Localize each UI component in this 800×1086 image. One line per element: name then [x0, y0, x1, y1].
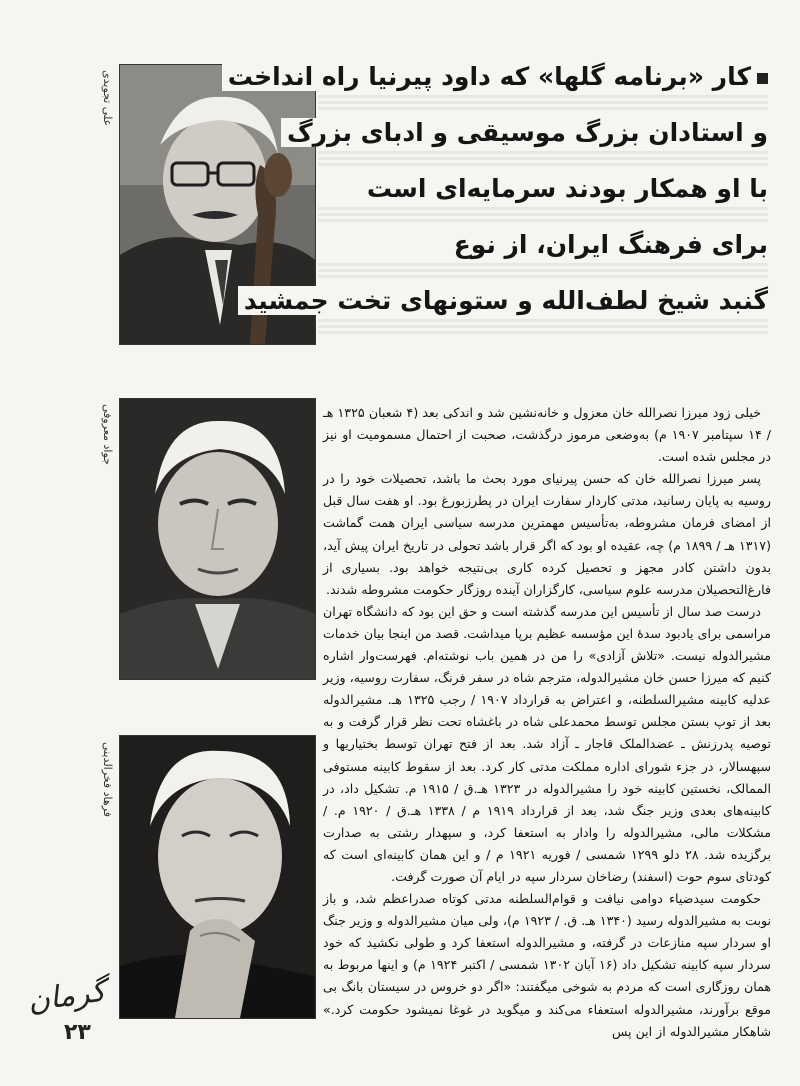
portrait-photo-3 — [119, 735, 316, 1019]
magazine-logo: گرمان — [25, 973, 108, 1020]
pull-quote-line-5: گنبد شیخ لطف‌الله و ستونهای تخت جمشید — [318, 286, 768, 342]
pull-quote-line-3: با او همکار بودند سرمایه‌ای است — [318, 174, 768, 230]
body-paragraph-3: درست صد سال از تأسیس این مدرسه گذشته است و حق این بود که دانشگاه تهران مراسمی برای یادبود سدهٔ این مؤسسه عظیم برپا میداشت. قصد من اینجا بیان خدمات مشیرالدوله نیست. «تلاش آزادی» را من در همین باب نوشته‌ام. فهرست‌وار اشاره کنیم که میرزا حسن خان مشیرالدوله، مترجم شاه در سفر فرنگ، سفارت روسیه، وزیر عدلیه کابینه مشیرالسلطنه، و اعتراض به قرارداد ۱۹۰۷ / رجب ۱۳۲۵ هـ. مشیرالدوله بعد از توپ بستن مجلس توسط محمدعلی شاه در باغشاه تحت نظر قرار گرفت و به توصیه پدرزنش ـ عضدالملک قاجار ـ آزاد شد. بعد از فتح تهران توسط بختیاریها و سپهسالار، در جزء شورای اداره مملکت مدتی کار کرد. بعد از سقوط کابینه مستوفی الممالک، نخستین کابینه خود را مشیرالدوله در ۱۳۲۳ هـ.ق / ۱۹۱۵ م. تشکیل داد، در کابینه‌های بعدی وزیر جنگ شد، بعد از قرارداد ۱۹۱۹ م / ۱۳۳۸ هـ.ق / ۱۹۲۰ م. / مشکلات مالی، مشیرالدوله را وادار به استعفا کرد، و سپهدار رشتی به صدارت برگزیده شد. ۲۸ دلو ۱۲۹۹ شمسی / فوریه ۱۹۲۱ م / و این همان کابینه‌ای است که کودتای سوم حوت (اسفند) رضاخان سردار سپه در ایام آن صورت گرفت. — [323, 603, 772, 884]
photo-caption-2: جواد معروفی — [101, 404, 114, 465]
pull-quote-line-1: کار «برنامه گلها» که داود پیرنیا راه انداخت — [318, 62, 768, 118]
photo-caption-3: فرهاد فخرالدینی — [101, 742, 114, 818]
ghost-text-bleed — [318, 92, 768, 110]
ghost-text-bleed — [318, 316, 768, 334]
square-bullet-icon — [757, 73, 768, 84]
body-paragraph-2: پسر میرزا نصرالله خان که حسن پیرنیای مورد بحث ما باشد، تحصیلات خود را در روسیه به پایان رسانید، مدتی کاردار سفارت ایران در پطرزبورغ بود. او هفت سال قبل از امضای فرمان مشروطه، به‌تأسیس مهمترین مدرسه سیاسی ایران همت گماشت (۱۳۱۷ هـ / ۱۸۹۹ م) چه، عقیده او بود که اگر قرار باشد تحولی در تاریخ ایران پیش آید، بدون داشتن کادر مجهز و تحصیل کرده کاری بی‌نتیجه خواهد بود. بسیاری از فارغ‌التحصیلان مدرسه علوم سیاسی، کارگزاران آینده روزگار حکومت مشروطه شدند. — [323, 471, 771, 597]
ghost-text-bleed — [318, 260, 768, 278]
article-body — [323, 402, 771, 1062]
ghost-text-bleed — [318, 148, 768, 166]
portrait-photo-2 — [119, 398, 316, 680]
pull-quote-line-2: و استادان بزرگ موسیقی و ادبای بزرگ — [318, 118, 768, 174]
body-paragraph-1: خیلی زود میرزا نصرالله خان معزول و خانه‌نشین شد و اندکی بعد (۴ شعبان ۱۳۲۵ هـ / ۱۴ سپتامبر ۱۹۰۷ م) به‌وضعی مرموز درگذشت، صحبت از احتمال مسمومیت او نیز در مجلس شده است. — [323, 405, 772, 465]
page-number: ۲۳ — [64, 1020, 91, 1045]
photo-caption-1: علی تجویدی — [101, 70, 114, 127]
pull-quote — [227, 62, 768, 347]
pull-quote-line-4: برای فرهنگ ایران، از نوع — [318, 230, 768, 286]
ghost-text-bleed — [318, 204, 768, 222]
body-paragraph-4: حکومت سیدضیاء دوامی نیافت و قوام‌السلطنه مدتی کوتاه صدراعظم شد، و باز نوبت به مشیرالدوله رسید (۱۳۴۰ هـ. ق. / ۱۹۲۳ م)، ولی میان مشیرالدوله و وزیر جنگ او سردار سپه منازعات در گرفته، و مشیرالدوله استعفا کرد و طولی نکشید که خود سردار سپه کابینه تشکیل داد (۱۶ آبان ۱۳۰۲ شمسی / اکتبر ۱۹۲۴ م) و اینها مربوط به همان روزگاری است که مردم به شوخی میگفتند: «اگر دو خروس در سیستان بانگ بی موقع برآورند، مشیرالدوله استعفاء می‌کند و میگوید در غوغا نمیشود حکومت کرد.» شاهکار مشیرالدوله از این پس — [323, 891, 771, 1039]
